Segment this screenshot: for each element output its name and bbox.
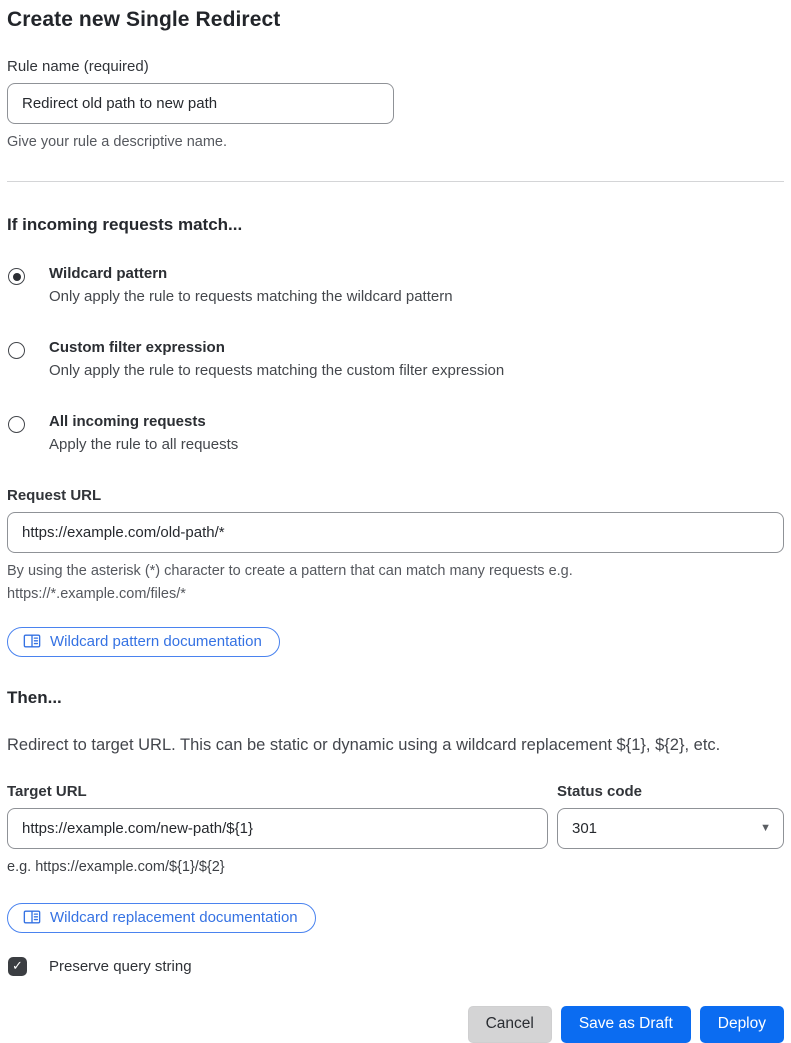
radio-description: Only apply the rule to requests matching the wildcard pattern <box>49 288 453 306</box>
wildcard-pattern-docs-button[interactable] <box>7 627 280 657</box>
radio-label: All incoming requests <box>49 413 206 431</box>
match-radio-group <box>7 265 784 453</box>
rule-name-label: Rule name (required) <box>7 58 149 75</box>
radio-label: Custom filter expression <box>49 339 225 357</box>
status-code-select[interactable] <box>557 808 784 849</box>
request-url-field <box>7 487 784 606</box>
page-title: Create new Single Redirect <box>7 8 281 31</box>
radio-option-all-requests[interactable] <box>7 413 784 453</box>
then-description: Redirect to target URL. This can be static or dynamic using a wildcard replacement ${1}, ${2}, etc. <box>7 735 721 754</box>
helper-line-2: https://*.example.com/files/* <box>7 586 186 603</box>
radio-description: Apply the rule to all requests <box>49 436 239 454</box>
preserve-query-checkbox[interactable]: ✓ <box>8 957 27 976</box>
chevron-down-icon: ▼ <box>760 822 771 835</box>
status-code-field <box>557 783 784 879</box>
preserve-query-label: Preserve query string <box>49 957 192 975</box>
preserve-query-row[interactable] <box>7 957 784 976</box>
radio-option-custom-filter[interactable] <box>7 339 784 379</box>
book-open-icon <box>23 909 41 925</box>
status-code-label: Status code <box>557 782 643 800</box>
radio-label: Wildcard pattern <box>49 265 168 283</box>
target-url-label: Target URL <box>7 782 87 800</box>
request-url-helper <box>7 560 784 606</box>
match-section-heading: If incoming requests match... <box>7 215 243 235</box>
radio-button[interactable] <box>8 416 25 433</box>
rule-name-field <box>7 58 784 154</box>
footer-actions <box>7 1006 784 1043</box>
deploy-button[interactable]: Deploy <box>700 1006 784 1043</box>
then-section-heading: Then... <box>7 687 62 707</box>
target-url-input[interactable] <box>7 808 548 849</box>
target-url-helper: e.g. https://example.com/${1}/${2} <box>7 858 225 875</box>
save-as-draft-button[interactable]: Save as Draft <box>561 1006 691 1043</box>
wildcard-pattern-docs-label: Wildcard pattern documentation <box>50 632 262 650</box>
request-url-label: Request URL <box>7 487 102 505</box>
rule-name-input[interactable] <box>7 83 394 124</box>
radio-option-wildcard-pattern[interactable] <box>7 265 784 305</box>
rule-name-helper: Give your rule a descriptive name. <box>7 134 228 150</box>
radio-description: Only apply the rule to requests matching the custom filter expression <box>49 362 505 380</box>
book-open-icon <box>23 633 41 649</box>
radio-button-selected[interactable] <box>8 268 25 285</box>
wildcard-replacement-docs-label: Wildcard replacement documentation <box>50 908 298 926</box>
radio-button[interactable] <box>8 342 25 359</box>
status-code-value: 301 <box>572 819 598 837</box>
target-url-field <box>7 783 548 879</box>
request-url-input[interactable] <box>7 512 784 553</box>
cancel-button[interactable]: Cancel <box>468 1006 552 1043</box>
wildcard-replacement-docs-button[interactable] <box>7 903 316 933</box>
helper-line-1: By using the asterisk (*) character to create a pattern that can match many requests e.g. <box>7 563 573 580</box>
target-row <box>7 783 784 879</box>
section-divider <box>7 181 784 182</box>
